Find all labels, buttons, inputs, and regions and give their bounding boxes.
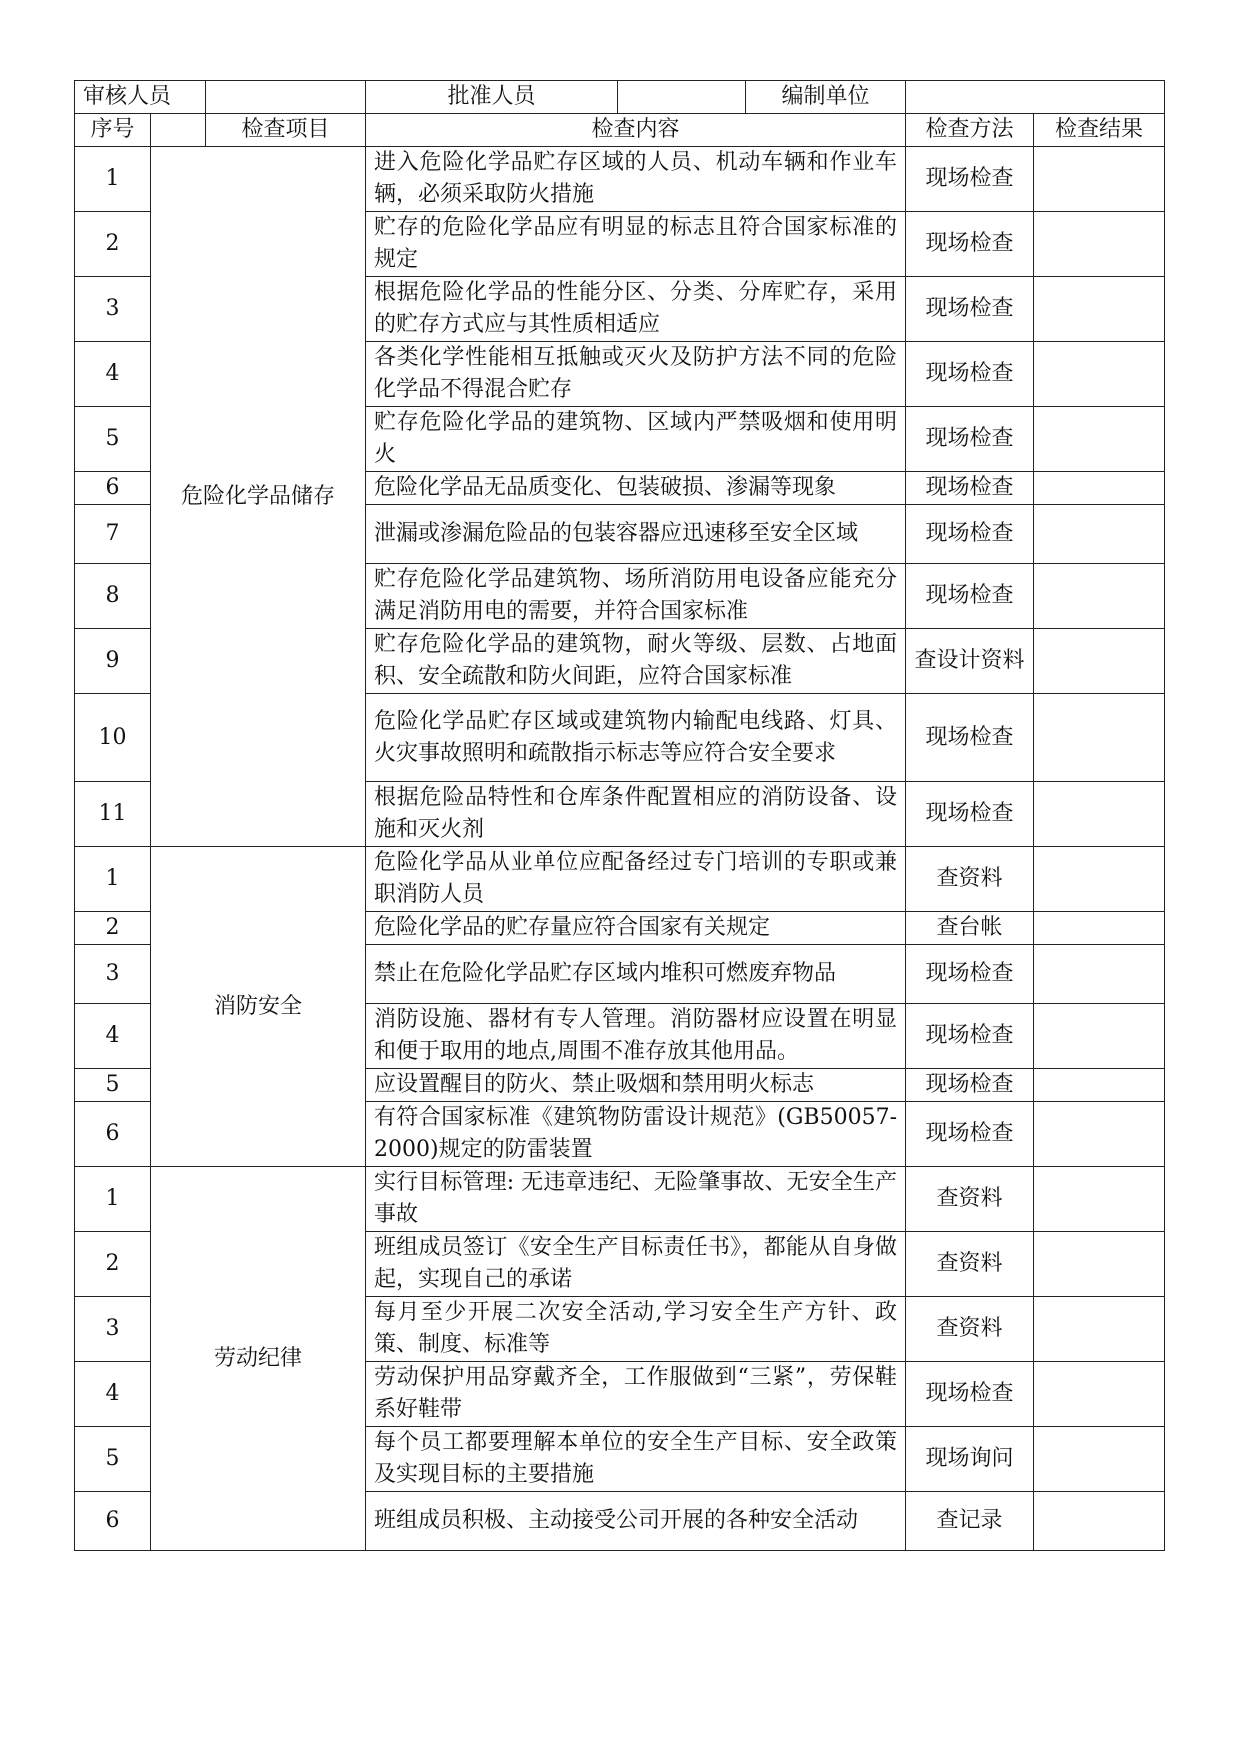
reviewer-value <box>206 81 366 114</box>
check-method: 查资料 <box>906 1232 1034 1297</box>
col-header-blank <box>151 114 206 147</box>
check-content: 应设置醒目的防火、禁止吸烟和禁用明火标志 <box>366 1069 906 1102</box>
check-method: 现场检查 <box>906 1004 1034 1069</box>
check-content: 贮存危险化学品的建筑物、区域内严禁吸烟和使用明火 <box>366 407 906 472</box>
check-method: 现场检查 <box>906 505 1034 564</box>
check-result[interactable] <box>1034 782 1165 847</box>
section-name: 危险化学品储存 <box>151 147 366 847</box>
table-row <box>75 147 1165 212</box>
check-method: 现场检查 <box>906 694 1034 782</box>
check-method: 现场检查 <box>906 342 1034 407</box>
check-method: 查资料 <box>906 1297 1034 1362</box>
check-result[interactable] <box>1034 1362 1165 1427</box>
check-content: 危险化学品无品质变化、包装破损、渗漏等现象 <box>366 472 906 505</box>
row-index: 10 <box>75 694 151 782</box>
check-content: 各类化学性能相互抵触或灭火及防护方法不同的危险化学品不得混合贮存 <box>366 342 906 407</box>
check-content: 班组成员签订《安全生产目标责任书》，都能从自身做起，实现自己的承诺 <box>366 1232 906 1297</box>
check-content: 贮存的危险化学品应有明显的标志且符合国家标准的规定 <box>366 212 906 277</box>
check-method: 现场检查 <box>906 782 1034 847</box>
row-index: 3 <box>75 1297 151 1362</box>
check-method: 查资料 <box>906 847 1034 912</box>
check-result[interactable] <box>1034 505 1165 564</box>
check-result[interactable] <box>1034 1004 1165 1069</box>
row-index: 4 <box>75 342 151 407</box>
check-content: 贮存危险化学品的建筑物，耐火等级、层数、占地面积、安全疏散和防火间距，应符合国家标准 <box>366 629 906 694</box>
check-method: 查资料 <box>906 1167 1034 1232</box>
check-method: 查记录 <box>906 1492 1034 1551</box>
table-row <box>75 847 1165 912</box>
check-content: 危险化学品从业单位应配备经过专门培训的专职或兼职消防人员 <box>366 847 906 912</box>
check-result[interactable] <box>1034 1297 1165 1362</box>
row-index: 2 <box>75 912 151 945</box>
row-index: 1 <box>75 147 151 212</box>
check-result[interactable] <box>1034 847 1165 912</box>
check-content: 消防设施、器材有专人管理。消防器材应设置在明显和便于取用的地点,周围不准存放其他用品。 <box>366 1004 906 1069</box>
check-method: 现场检查 <box>906 1362 1034 1427</box>
row-index: 4 <box>75 1004 151 1069</box>
check-content: 危险化学品贮存区域或建筑物内输配电线路、灯具、火灾事故照明和疏散指示标志等应符合安全要求 <box>366 694 906 782</box>
approval-header-row <box>75 81 1165 114</box>
check-content: 进入危险化学品贮存区域的人员、机动车辆和作业车辆，必须采取防火措施 <box>366 147 906 212</box>
col-header-method: 检查方法 <box>906 114 1034 147</box>
check-method: 现场检查 <box>906 472 1034 505</box>
check-method: 现场询问 <box>906 1427 1034 1492</box>
col-header-content: 检查内容 <box>366 114 906 147</box>
check-content: 根据危险品特性和仓库条件配置相应的消防设备、设施和灭火剂 <box>366 782 906 847</box>
row-index: 2 <box>75 1232 151 1297</box>
check-method: 现场检查 <box>906 147 1034 212</box>
row-index: 6 <box>75 472 151 505</box>
table-row <box>75 1167 1165 1232</box>
check-method: 查台帐 <box>906 912 1034 945</box>
org-label: 编制单位 <box>746 81 906 114</box>
check-content: 班组成员积极、主动接受公司开展的各种安全活动 <box>366 1492 906 1551</box>
check-result[interactable] <box>1034 342 1165 407</box>
row-index: 6 <box>75 1492 151 1551</box>
check-content: 危险化学品的贮存量应符合国家有关规定 <box>366 912 906 945</box>
row-index: 5 <box>75 1427 151 1492</box>
check-result[interactable] <box>1034 1232 1165 1297</box>
check-result[interactable] <box>1034 1492 1165 1551</box>
check-result[interactable] <box>1034 629 1165 694</box>
check-content: 根据危险化学品的性能分区、分类、分库贮存，采用的贮存方式应与其性质相适应 <box>366 277 906 342</box>
row-index: 1 <box>75 1167 151 1232</box>
reviewer-label: 审核人员 <box>75 81 206 114</box>
check-result[interactable] <box>1034 277 1165 342</box>
check-result[interactable] <box>1034 1427 1165 1492</box>
check-content: 禁止在危险化学品贮存区域内堆积可燃废弃物品 <box>366 945 906 1004</box>
check-method: 现场检查 <box>906 1102 1034 1167</box>
row-index: 9 <box>75 629 151 694</box>
check-result[interactable] <box>1034 694 1165 782</box>
col-header-item: 检查项目 <box>206 114 366 147</box>
check-content: 实行目标管理: 无违章违纪、无险肇事故、无安全生产事故 <box>366 1167 906 1232</box>
row-index: 6 <box>75 1102 151 1167</box>
check-content: 贮存危险化学品建筑物、场所消防用电设备应能充分满足消防用电的需要，并符合国家标准 <box>366 564 906 629</box>
check-content: 每个员工都要理解本单位的安全生产目标、安全政策及实现目标的主要措施 <box>366 1427 906 1492</box>
section-name: 劳动纪律 <box>151 1167 366 1551</box>
check-method: 现场检查 <box>906 277 1034 342</box>
check-result[interactable] <box>1034 564 1165 629</box>
check-method: 现场检查 <box>906 407 1034 472</box>
column-header-row <box>75 114 1165 147</box>
check-content: 泄漏或渗漏危险品的包装容器应迅速移至安全区域 <box>366 505 906 564</box>
row-index: 5 <box>75 407 151 472</box>
col-header-index: 序号 <box>75 114 151 147</box>
check-result[interactable] <box>1034 1069 1165 1102</box>
approver-value <box>618 81 746 114</box>
row-index: 8 <box>75 564 151 629</box>
row-index: 2 <box>75 212 151 277</box>
check-result[interactable] <box>1034 945 1165 1004</box>
row-index: 7 <box>75 505 151 564</box>
row-index: 4 <box>75 1362 151 1427</box>
check-content: 每月至少开展二次安全活动,学习安全生产方针、政策、制度、标准等 <box>366 1297 906 1362</box>
check-method: 现场检查 <box>906 945 1034 1004</box>
row-index: 3 <box>75 277 151 342</box>
org-value <box>906 81 1165 114</box>
check-method: 查设计资料 <box>906 629 1034 694</box>
check-method: 现场检查 <box>906 564 1034 629</box>
check-content: 有符合国家标准《建筑物防雷设计规范》(GB50057-2000)规定的防雷装置 <box>366 1102 906 1167</box>
check-result[interactable] <box>1034 1167 1165 1232</box>
approver-label: 批准人员 <box>366 81 618 114</box>
check-method: 现场检查 <box>906 1069 1034 1102</box>
row-index: 5 <box>75 1069 151 1102</box>
check-method: 现场检查 <box>906 212 1034 277</box>
check-content: 劳动保护用品穿戴齐全，工作服做到“三紧”，劳保鞋系好鞋带 <box>366 1362 906 1427</box>
check-result[interactable] <box>1034 912 1165 945</box>
check-result[interactable] <box>1034 212 1165 277</box>
col-header-result: 检查结果 <box>1034 114 1165 147</box>
row-index: 3 <box>75 945 151 1004</box>
check-result[interactable] <box>1034 472 1165 505</box>
row-index: 1 <box>75 847 151 912</box>
check-result[interactable] <box>1034 147 1165 212</box>
inspection-checklist-table <box>74 80 1165 1551</box>
section-name: 消防安全 <box>151 847 366 1167</box>
check-result[interactable] <box>1034 1102 1165 1167</box>
check-result[interactable] <box>1034 407 1165 472</box>
row-index: 11 <box>75 782 151 847</box>
